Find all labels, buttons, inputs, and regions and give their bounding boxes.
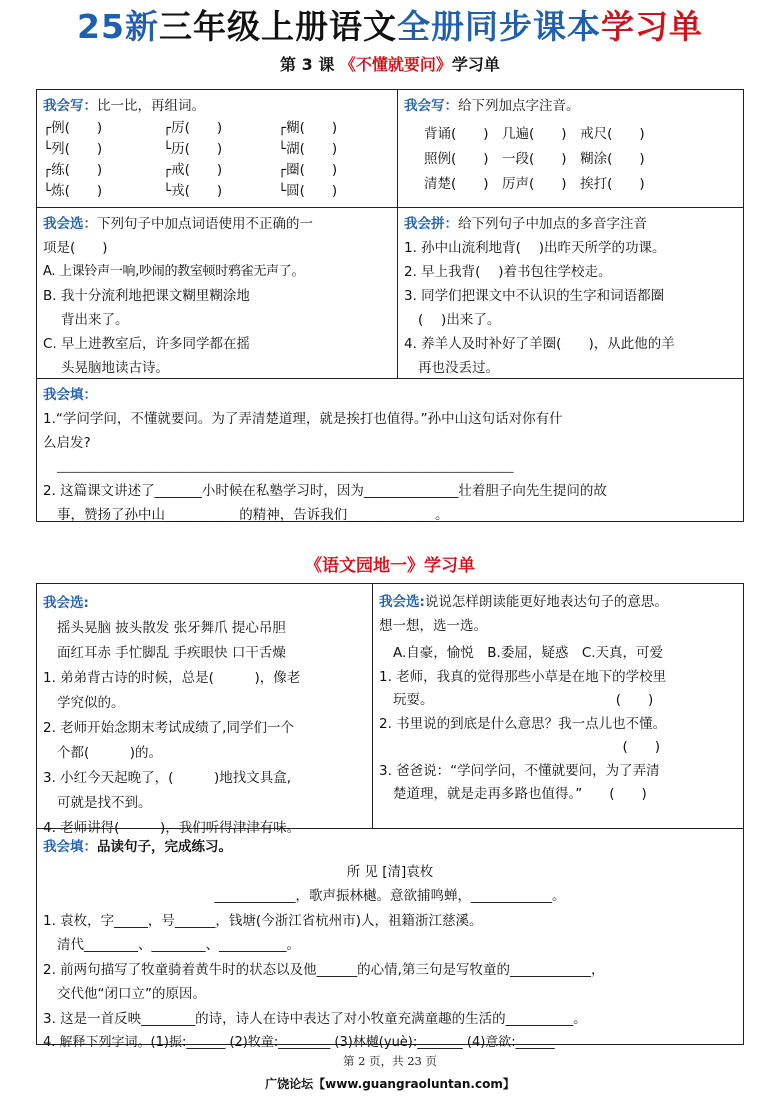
fill-label: 我会填： xyxy=(43,387,97,403)
write-instruction: 比一比，再组词。 xyxy=(97,98,205,114)
page-number: 第 2 页，共 23 页 xyxy=(342,1054,438,1068)
choose-label: 我会选： xyxy=(43,216,97,232)
poem-title: 所 见 [清]袁枚 xyxy=(346,863,434,880)
title-part-2: 三年级上册语文 xyxy=(158,7,397,46)
section2-title: 《语文园地一》学习单 xyxy=(305,556,475,576)
idiom-bank: 面红耳赤 手忙脚乱 手疾眼快 口干舌燥 xyxy=(57,645,286,661)
page-title xyxy=(0,6,780,48)
pinyin-cell xyxy=(398,90,743,207)
poem-cell: 我会填：品读句子，完成练习。 所 见 [清]袁枚 ____________，歌声振林樾。意欲捕鸣蝉，____________。 1. 袁枚，字_____，号______，钱塘(今浙江省杭州市)人，祖籍浙江慈溪。 清代________、________、__________。 2. 前两句描写了牧童骑着黄牛时的状态以及他______的心情,第三句是写牧童的____________， 交代他“闭口立”的原因。 3. 这是一首反映________的诗，诗人在诗中表达了对小牧童充满童趣的生活的__________。 4. 解释下列字词。(1)振:______ (2)牧童:________ (3)林樾(yuè):_______ (4)意欲:______ xyxy=(37,831,743,1044)
choose-cell: 我会选：下列句子中加点词语使用不正确的一 项是( ) A. 上课铃声一响,吵闹的教室顿时鸦雀无声了。 B. 我十分流利地把课文糊里糊涂地 背出来了。 C. 早上进教室后，许多同学都在摇 头晃脑地读古诗。 xyxy=(37,208,397,378)
pinyin-instruction: 给下列加点字注音。 xyxy=(458,98,580,114)
pinyin-row: 背诵( ) 几遍( ) 戒尺( ) xyxy=(424,126,645,142)
idiom-bank: 摇头晃脑 披头散发 张牙舞爪 提心吊胆 xyxy=(57,620,286,636)
polyphone-cell: 我会拼：给下列句子中加点的多音字注音 1. 孙中山流利地背( )出昨天所学的功课。 2. 早上我背( )着书包往学校走。 3. 同学们把课文中不认识的生字和词语都圈 ( )出来了。 4. 养羊人及时补好了羊圈( )，从此他的羊 再也没丢过。 xyxy=(404,216,675,376)
compare-row: ┌练( ) ┌戒( ) ┌圈( ) xyxy=(43,162,338,178)
idiom-label: 我会选: xyxy=(43,595,89,611)
idiom-choose-cell: 我会选: 摇头晃脑 披头散发 张牙舞爪 提心吊胆 面红耳赤 手忙脚乱 手疾眼快 口干舌燥 1. 弟弟背古诗的时候，总是( )，像老 学究似的。 2. 老师开始念期末考试成绩了,同学们一个 个都( )的。 3. 小红今天起晚了，( )地找文具盒, 可就是找不到。 4. 老师讲得( )，我们听得津津有味。 xyxy=(37,587,372,828)
subtitle-prefix: 第 3 课 xyxy=(280,55,335,74)
tone-choose-cell: 我会选:说说怎样朗读能更好地表达句子的意思。 想一想，选一选。 A.自豪，愉悦 B.委屈，疑惑 C.天真，可爱 1. 老师，我真的觉得那些小草是在地下的学校里 玩耍。 ( ) 2. 书里说的到底是什么意思？我一点儿也不懂。 ( ) 3. 爸爸说：“学问学问，不懂就要问，为了弄清 楚道理，就是走再多路也值得。” ( ) xyxy=(373,587,743,828)
answer-line: ___________________________________________________________________________________ xyxy=(57,460,514,473)
compare-row: ┌例( ) ┌厉( ) ┌糊( ) xyxy=(43,120,338,136)
subtitle-suffix: 学习单 xyxy=(451,55,500,74)
fill-cell: 我会填： 1.“学问学问，不懂就要问。为了弄清楚道理，就是挨打也值得。”孙中山这句话对你有什 么启发? ___________________________________________________________________________________ 2. 这篇课文讲述了_______小时候在私塾学习时，因为______________壮着胆子向先生提问的故 事，赞扬了孙中山___________的精神，告诉我们_____________。 xyxy=(37,379,743,521)
pinyin-row: 照例( ) 一段( ) 糊涂( ) xyxy=(424,151,645,167)
option-b: B. 我十分流利地把课文糊里糊涂地 xyxy=(43,288,250,304)
subtitle-lesson: 《不懂就要问》 xyxy=(339,55,452,74)
tone-options: A.自豪，愉悦 B.委屈，疑惑 C.天真，可爱 xyxy=(393,645,664,661)
lesson-subtitle xyxy=(0,54,780,76)
pinyin-row: 清楚( ) 厉声( ) 挨打( ) xyxy=(424,176,645,192)
tone-label: 我会选: xyxy=(379,594,425,610)
write-label: 我会写： xyxy=(43,98,97,114)
compare-row: └炼( ) └戎( ) └圆( ) xyxy=(43,183,338,199)
poem-line: ____________，歌声振林樾。意欲捕鸣蝉，____________。 xyxy=(214,888,566,904)
compare-row: └列( ) └历( ) └湖( ) xyxy=(43,141,338,157)
site-footer: 广饶论坛【www.guangraoluntan.com】 xyxy=(265,1077,515,1091)
title-part-3: 全册同步课本 xyxy=(396,7,601,46)
title-part-4: 学习单 xyxy=(600,7,703,46)
title-part-1: 25新 xyxy=(77,7,159,46)
write-compare-cell xyxy=(37,90,397,207)
polyphone-label: 我会拼： xyxy=(404,216,458,232)
pinyin-label: 我会写： xyxy=(404,98,458,114)
poem-label: 我会填： xyxy=(43,839,97,855)
option-a: A. 上课铃声一响,吵闹的教室顿时鸦雀无声了。 xyxy=(43,264,305,279)
option-c: C. 早上进教室后，许多同学都在摇 xyxy=(43,336,251,352)
